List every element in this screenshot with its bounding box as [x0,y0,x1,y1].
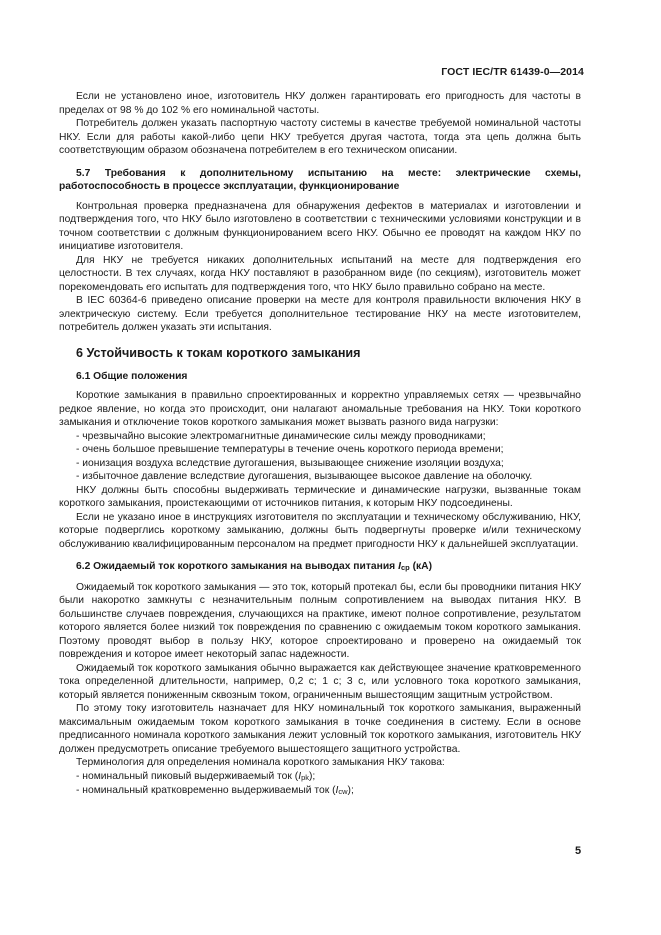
list-item: - ионизация воздуха вследствие дугогашения, вызывающее снижение изоляции воздуха; [76,457,504,469]
page-content [59,90,581,799]
current-symbol: I [298,770,302,782]
page-number: 5 [575,845,582,857]
term-text: - номинальный пиковый выдерживаемый ток ( [76,770,299,782]
section-6-heading: 6 Устойчивость к токам короткого замыкания [76,345,361,360]
paragraph: Потребитель должен указать паспортную частоту системы в качестве требуемой номинальной частоты НКУ. Если для работы какой-либо цепи НКУ требуется другая частота, тогда эта цепь должна быть соответствующим образом обозначена потребителем в его техническом описании. [59,118,581,156]
heading-text: 6.2 Ожидаемый ток короткого замыкания на выводах питания [76,561,399,572]
document-code: ГОСТ IEC/TR 61439-0—2014 [441,66,584,78]
paragraph: НКУ должны быть способны выдерживать термические и динамические нагрузки, вызванные токам короткого замыкания, проистекающими от источников питания, к которым НКУ подсоединены. [59,484,581,509]
paragraph: Контрольная проверка предназначена для обнаружения дефектов в материалах и изготовлении и подтверждения того, что НКУ было изготовлено в соответствии с техническими условиями конструкции и в точном соответствии с должным функционированием всего НКУ. Обычно ее проводят на каждом НКУ по инициативе изготовителя. [59,200,581,252]
paragraph: Если не указано иное в инструкциях изготовителя по эксплуатации и техническому обслуживанию, НКУ, которые подверглись короткому замыканию, должны быть подвергнуты проверке и/или техническому обслуживанию квалифицированным персоналом на предмет пригодности НКУ к дальнейшей эксплуатации. [59,511,581,550]
paragraph: По этому току изготовитель назначает для НКУ номинальный ток короткого замыкания, выраженный максимальным ожидаемым током короткого замыкания в точке соединения в систему. Если в основе предписанного номинала короткого замыкания лежит условный ток короткого замыкания, изготовитель НКУ должен предусмотреть описание требуемого вышестоящего защитного устройства. [59,703,581,755]
section-5-7-heading: 5.7 Требования к дополнительному испытанию на месте: электрические схемы, работоспособность в процессе эксплуатации, функционирование [59,167,581,192]
term-suffix: ); [308,770,316,782]
current-subscript: pk [301,772,309,782]
section-6-1-heading: 6.1 Общие положения [76,370,188,382]
list-item [59,770,581,785]
list-item [59,784,581,799]
current-subscript: cp [400,563,410,572]
section-6-2-heading [59,560,581,575]
list-item: - очень большое превышение температуры в течение очень короткого периода времени; [76,444,504,455]
list-item: - чрезвычайно высокие электромагнитные динамические силы между проводниками; [76,430,486,442]
paragraph: Если не установлено иное, изготовитель НКУ должен гарантировать его пригодность для частоты в пределах от 98 % до 102 % его номинальной частоты. [59,91,581,116]
paragraph: Ожидаемый ток короткого замыкания — это ток, который протекал бы, если бы проводники питания НКУ были накоротко замкнуты с незначительным полным сопротивлением на выводах питания НКУ. В большинстве случаев повреждения, случающихся на практике, имеют полное сопротивление, результатом которого является более низкий ток повреждения по сравнению с ожидаемым током короткого замыкания. Поэтому проводят выбор в пользу НКУ, которое спроектировано и проверено на ожидаемый ток повреждения и которое имеет некоторый запас надежности. [59,581,581,660]
term-text: - номинальный кратковременно выдерживаемый ток ( [76,785,336,796]
current-symbol: I [398,561,401,572]
term-suffix: ); [347,785,354,796]
list-item: - избыточное давление вследствие дугогашения, вызывающее высокое давление на оболочку. [76,471,533,482]
paragraph: В IEC 60364-6 приведено описание проверки на месте для контроля правильности включения НКУ в электрическую систему. Если требуется дополнительное тестирование НКУ на месте изготовителем, потребитель должен указать эти испытания. [59,295,581,333]
current-symbol: I [335,785,339,796]
paragraph: Терминология для определения номинала короткого замыкания НКУ такова: [76,757,445,768]
heading-unit: (кА) [409,561,433,572]
paragraph: Для НКУ не требуется никаких дополнительных испытаний на месте для подтверждения его целостности. В тех случаях, когда НКУ поставляют в разобранном виде (по секциям), изготовитель может порекомендовать его испытать для подтверждения того, что НКУ было правильно собрано на месте. [59,254,581,293]
paragraph: Короткие замыкания в правильно спроектированных и корректно управляемых сетях — чрезвычайно редкое явление, но когда это происходит, они налагают аномальные требования на НКУ. Токи короткого замыкания и отключение токов короткого замыкания может вызвать разного вида нагрузки: [59,390,581,428]
paragraph: Ожидаемый ток короткого замыкания обычно выражается как действующее значение кратковременного тока определенной длительности, например, 0,2 с; 1 с; 3 с, или условного тока короткого замыкания, который является пониженным сквозным током, ограниченным вышестоящим защитным устройством. [59,662,581,701]
current-subscript: cw [338,787,348,796]
